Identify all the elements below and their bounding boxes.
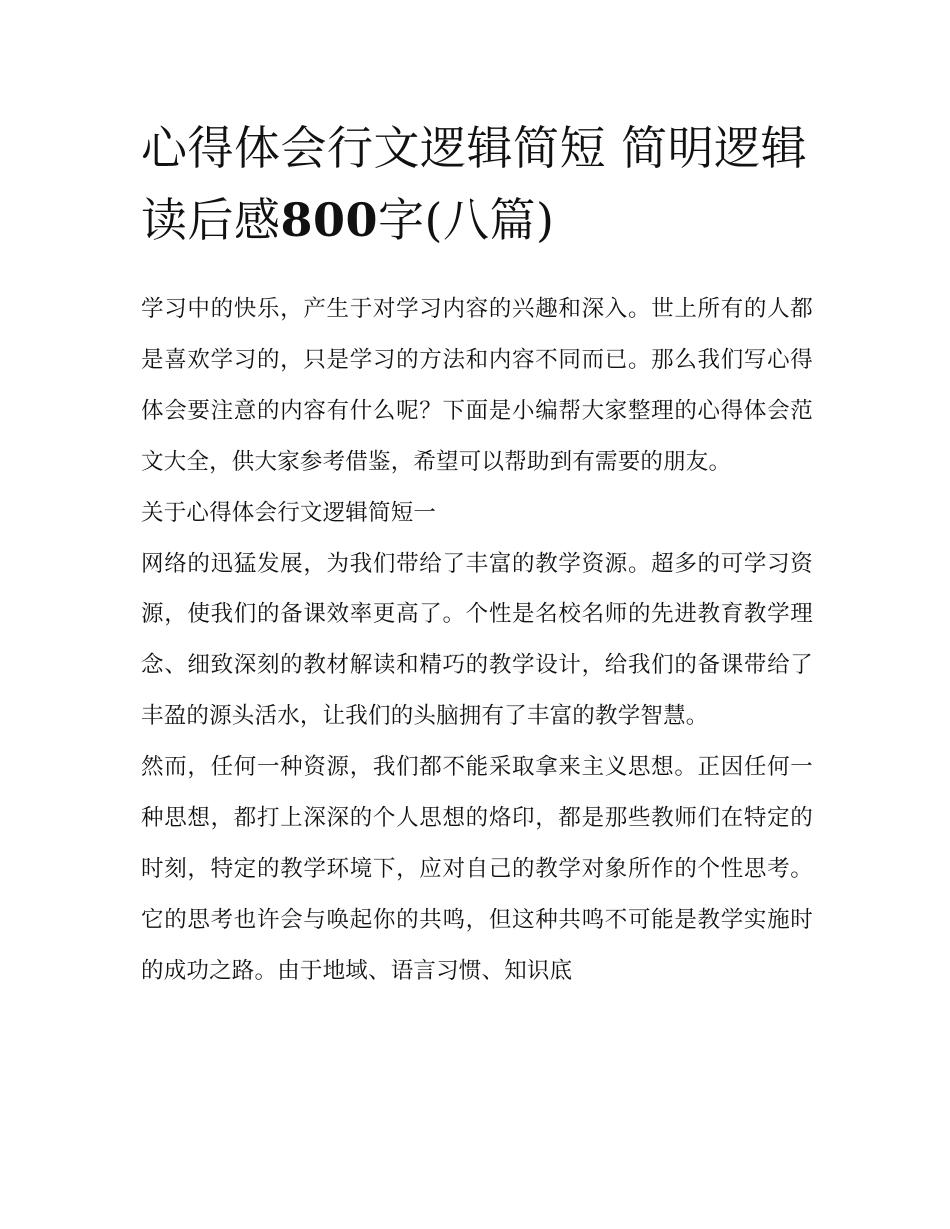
body-paragraph: 然而，任何一种资源，我们都不能采取拿来主义思想。正因任何一种思想，都打上深深的个人思想的烙印，都是那些教师们在特定的时刻，特定的教学环境下，应对自己的教学对象所作的个性思考。它的思考也许会与唤起你的共鸣，但这种共鸣不可能是教学实施时的成功之路。由于地域、语言习惯、知识底 xyxy=(141,754,813,984)
title-text-part2: 字(八篇) xyxy=(378,193,555,247)
document-body xyxy=(141,284,813,997)
intro-paragraph: 学习中的快乐，产生于对学习内容的兴趣和深入。世上所有的人都是喜欢学习的，只是学习的方法和内容不同而已。那么我们写心得体会要注意的内容有什么呢？下面是小编帮大家整理的心得体会范文大全，供大家参考借鉴，希望可以帮助到有需要的朋友。 xyxy=(141,296,813,475)
title-number: 800 xyxy=(280,193,379,247)
section-heading: 关于心得体会行文逻辑简短一 xyxy=(141,499,437,526)
body-paragraph: 网络的迅猛发展，为我们带给了丰富的教学资源。超多的可学习资源，使我们的备课效率更高了。个性是名校名师的先进教育教学理念、细致深刻的教材解读和精巧的教学设计，给我们的备课带给了丰盈的源头活水，让我们的头脑拥有了丰富的教学智慧。 xyxy=(141,550,813,730)
title-text-part1: 心得体会行文逻辑简短 简明逻辑读后感 xyxy=(141,121,808,247)
document-title xyxy=(141,112,813,256)
document-content xyxy=(141,112,813,997)
